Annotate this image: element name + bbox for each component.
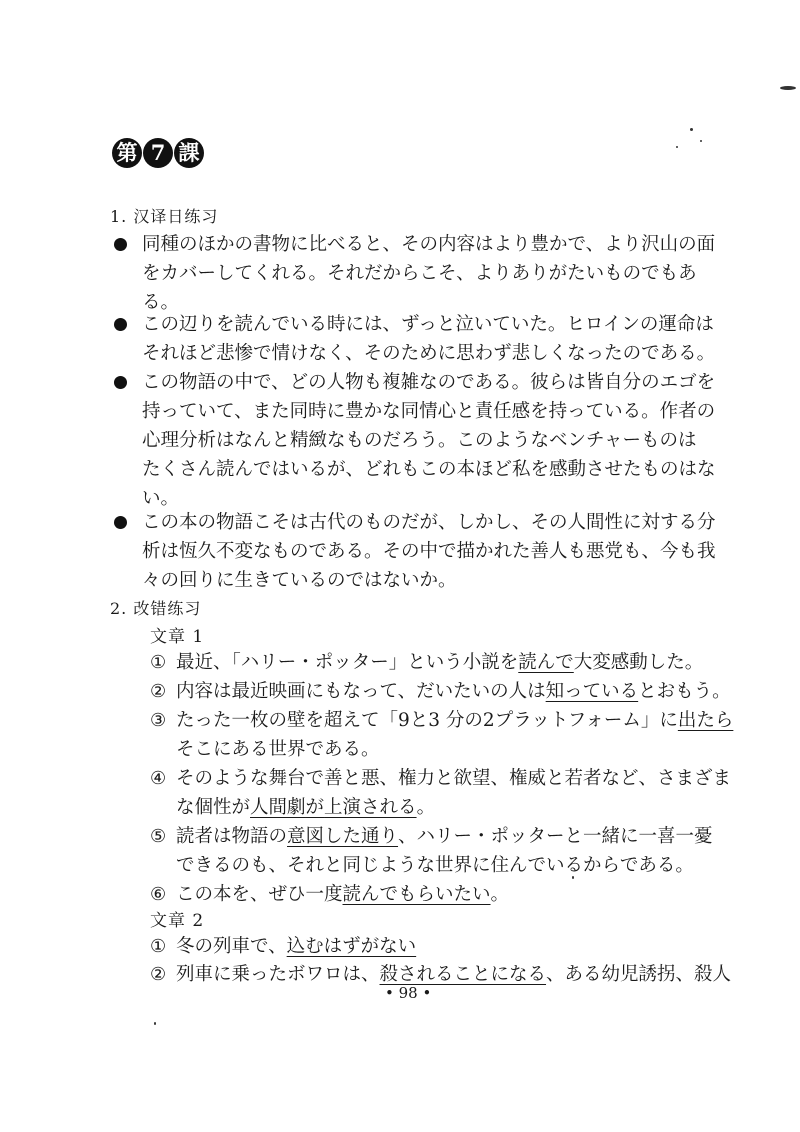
- text-2-item-2: ② 列車に乗ったボワロは、殺されることになる、ある幼児誘拐、殺人: [150, 960, 730, 989]
- bullet-dot-icon: [114, 376, 127, 389]
- bullet-line: たくさん読んではいるが、どれもこの本ほど私を感動させたものはな: [142, 459, 716, 480]
- bullet-line: 持っていて、また同時に豊かな同情心と責任感を持っている。作者の: [142, 401, 716, 422]
- text-1-item-2: ② 内容は最近映画にもなって、だいたいの人は知っているとおもう。: [150, 677, 730, 706]
- lesson-title: [112, 138, 204, 168]
- exercise-1-bullet-4: [110, 508, 720, 595]
- underlined-error: 読んで: [518, 652, 574, 673]
- scan-speck: [572, 876, 574, 879]
- bullet-line: この物語の中で、どの人物も複雑なのである。彼らは皆自分のエゴを: [110, 368, 720, 397]
- circled-number: ④: [150, 768, 167, 789]
- circled-number: ②: [150, 681, 167, 702]
- text-1-item-3: ③ たった一枚の壁を超えて「9と3 分の2プラットフォーム」に出たら そこにある世界である。: [150, 706, 730, 764]
- bullet-dot-icon: [114, 516, 127, 529]
- circled-number: ③: [150, 710, 167, 731]
- bullet-line: この本の物語こそは古代のものだが、しかし、その人間性に対する分: [110, 508, 720, 537]
- exercise-1-bullet-1: [110, 230, 720, 317]
- underlined-error: 知っている: [545, 681, 639, 702]
- exercise-1-bullet-2: [110, 310, 720, 368]
- bullet-dot-icon: [114, 238, 127, 251]
- page-number: • 98 •: [385, 984, 432, 1002]
- underlined-error: 出たら: [677, 710, 734, 731]
- circled-number: ⑤: [150, 826, 167, 847]
- underlined-error: 込むはずがない: [286, 936, 417, 957]
- bullet-line: る。: [142, 292, 180, 313]
- bullet-dot-icon: [114, 318, 127, 331]
- text-2-item-1: ① 冬の列車で、込むはずがない: [150, 932, 730, 961]
- lesson-char-2: 7: [143, 138, 173, 168]
- circled-number: ②: [150, 964, 167, 985]
- circled-number: ①: [150, 936, 167, 957]
- text-1-item-6: ⑥ この本を、ぜひ一度読んでもらいたい。: [150, 880, 730, 909]
- text-1-item-4: ④ そのような舞台で善と悪、権力と欲望、権威と若者など、さまざま な個性が人間劇が上演される。: [150, 764, 730, 822]
- lesson-char-3: 課: [174, 138, 204, 168]
- bullet-line: 心理分析はなんと精緻なものだろう。このようなベンチャーものは: [142, 430, 697, 451]
- underlined-error: 意図した通り: [287, 826, 399, 847]
- bullet-line: 同種のほかの書物に比べると、その内容はより豊かで、より沢山の面: [110, 230, 720, 259]
- section-2-title: 2. 改错练习: [110, 599, 202, 618]
- text-1-label: 文章 1: [150, 627, 205, 647]
- underlined-error: 人間劇: [250, 797, 306, 818]
- exercise-1-bullet-3: [110, 368, 720, 513]
- scan-speck: [676, 146, 678, 148]
- circled-number: ①: [150, 652, 167, 673]
- bullet-line: い。: [142, 488, 180, 509]
- bullet-line: をカバーしてくれる。それだからこそ、よりありがたいものでもあ: [142, 263, 697, 284]
- underlined-error: が: [305, 797, 325, 818]
- text-2-label: 文章 2: [150, 911, 205, 931]
- lesson-char-1: 第: [112, 138, 142, 168]
- bullet-line: それほど悲惨で情けなく、そのために思わず悲しくなったのである。: [142, 343, 716, 364]
- text-1-item-1: ① 最近、「ハリー・ポッター」という小説を読んで大変感動した。: [150, 648, 730, 677]
- scan-speck: [690, 128, 693, 131]
- text-1-item-5: ⑤ 読者は物語の意図した通り、ハリー・ポッターと一緒に一喜一憂 できるのも、それと同じような世界に住んでいるからである。: [150, 822, 730, 880]
- scan-speck: [780, 86, 796, 90]
- bullet-line: 々の回りに生きているのではないか。: [142, 570, 457, 591]
- bullet-line: 析は恆久不変なものである。その中で描かれた善人も悪党も、今も我: [142, 541, 716, 562]
- underlined-error: 殺されることになる: [379, 964, 547, 985]
- underlined-error: 読んでもらいたい: [342, 884, 491, 905]
- section-1-title: 1. 汉译日练习: [110, 207, 219, 226]
- underlined-error: 上演される: [324, 797, 417, 818]
- scan-speck: [154, 1022, 156, 1025]
- bullet-line: この辺りを読んでいる時には、ずっと泣いていた。ヒロインの運命は: [110, 310, 720, 339]
- scan-speck: [700, 140, 702, 142]
- circled-number: ⑥: [150, 884, 167, 905]
